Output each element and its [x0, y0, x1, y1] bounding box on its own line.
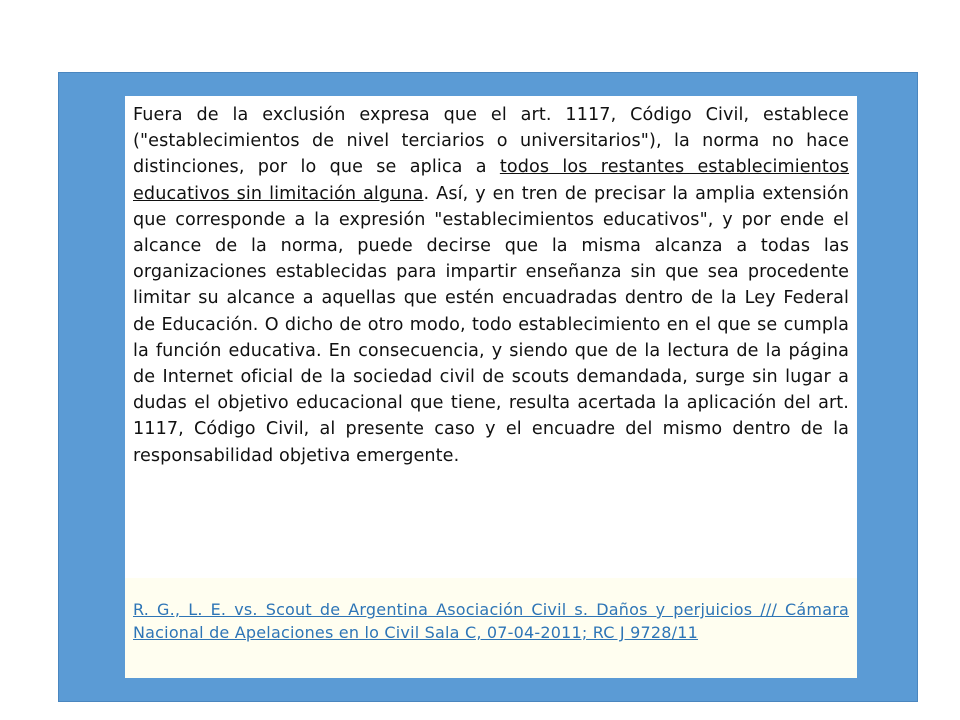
quote-text-part-1: Fuera de la exclusión expresa que el art. 1117, Código Civil, establece ("establecimientos de nivel terciarios o universitarios"), la norma no hace distinciones, por lo que se aplica a [133, 105, 849, 178]
citation-link[interactable]: R. G., L. E. vs. Scout de Argentina Asociación Civil s. Daños y perjuicios /// Cámara Nacional de Apelaciones en lo Civil Sala C, 07-04-2011; RC J 9728/11 [133, 600, 849, 642]
citation-box [125, 578, 857, 678]
quote-text-part-2: . Así, y en tren de precisar la amplia extensión que corresponde a la expresión "establecimientos educativos", y por ende el alcance de la norma, puede decirse que la misma alcanza a todas las organizaciones establecidas para impartir enseñanza sin que sea procedente limitar su alcance a aquellas que estén encuadradas dentro de la Ley Federal de Educación. O dicho de otro modo, todo establecimiento en el que se cumpla la función educativa. En consecuencia, y siendo que de la lectura de la página de Internet oficial de la sociedad civil de scouts demandada, surge sin lugar a dudas el objetivo educacional que tiene, resulta acertada la aplicación del art. 1117, Código Civil, al presente caso y el encuadre del mismo dentro de la responsabilidad objetiva emergente. [133, 183, 849, 466]
quote-text-box [125, 96, 857, 578]
quote-underlined-text: todos los restantes establecimientos educativos sin limitación alguna [133, 157, 849, 204]
quote-paragraph [133, 102, 849, 469]
